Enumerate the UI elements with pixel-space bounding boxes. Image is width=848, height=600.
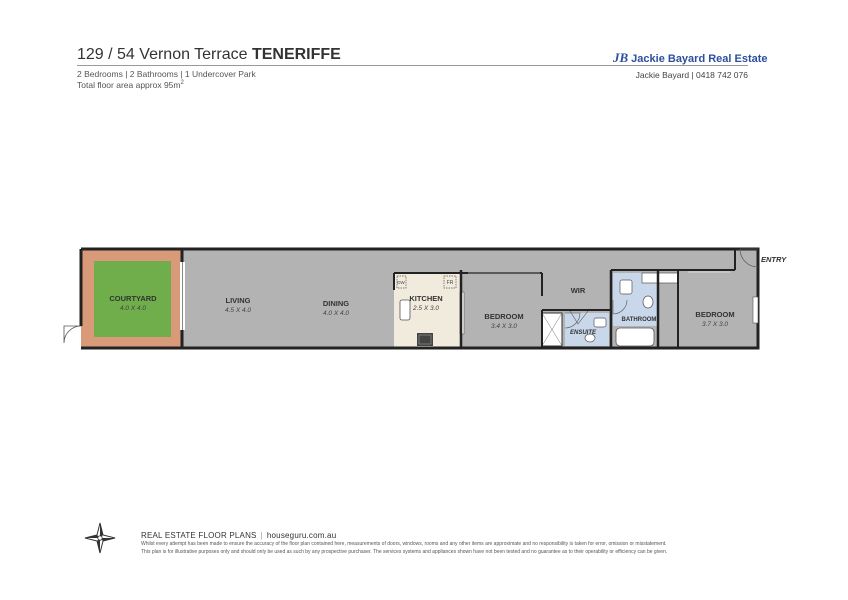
disclaimer-line-1: Whilst every attempt has been made to ensure the accuracy of the floor plan contained here, measurements of doors, windows, rooms and any other items are approximate and no responsibility is taken for error, omission or misstatement.: [141, 541, 667, 547]
bedroom1-dims: 3.4 X 3.0: [490, 323, 518, 330]
ensuite-basin-icon: [594, 318, 606, 327]
property-address: 129 / 54 Vernon Terrace: [77, 46, 248, 63]
living-label: LIVING: [225, 296, 251, 305]
footer-separator: |: [260, 531, 263, 540]
bathroom-basin-icon: [620, 280, 632, 294]
dishwasher-label: DW: [397, 280, 405, 285]
footer-heading: [141, 531, 336, 540]
living-dims: 4.5 X 4.0: [224, 307, 252, 314]
disclaimer-line-2: This plan is for illustrative purposes only and should only be used as such by any prospective purchaser. The services systems and appliances shown have not been tested and no guarantee as to their operability or efficiency can be given.: [141, 549, 668, 555]
bedroom2-label: BEDROOM: [695, 310, 735, 319]
bedroom2-dims: 3.7 X 3.0: [701, 321, 729, 328]
dining-label: DINING: [322, 299, 350, 308]
kitchen-dims: 2.5 X 3.0: [412, 305, 440, 312]
fridge-label: FR: [446, 280, 454, 286]
bedroom1-label: BEDROOM: [484, 312, 524, 321]
courtyard-dims: 4.0 X 4.0: [119, 305, 147, 312]
property-suburb: TENERIFFE: [251, 46, 341, 63]
property-features: 2 Bedrooms | 2 Bathrooms | 1 Undercover Park: [77, 69, 256, 79]
entry-label: ENTRY: [761, 255, 787, 264]
bathroom-toilet-icon: [643, 296, 653, 308]
footer-title: REAL ESTATE FLOOR PLANS: [141, 531, 257, 540]
ensuite-label: ENSUITE: [569, 330, 597, 336]
compass-rose-icon: [84, 522, 116, 554]
courtyard-gate-door: [64, 326, 81, 343]
floor-area-unit-superscript: 2: [180, 80, 184, 87]
wir-label: WIR: [570, 286, 586, 295]
kitchen-label: KITCHEN: [409, 294, 443, 303]
agency-name: Jackie Bayard Real Estate: [631, 53, 768, 65]
linen-cupboard-icon: [642, 273, 678, 283]
floor-area-text: Total floor area approx 95m: [77, 80, 181, 90]
jb-logo-icon: JB: [613, 50, 629, 65]
kitchen-sink-icon: [400, 300, 410, 320]
bedroom2-window-icon: [753, 297, 758, 323]
main-floor: [182, 249, 758, 348]
footer-website-link[interactable]: houseguru.com.au: [266, 531, 337, 540]
dining-dims: 4.0 X 4.0: [322, 310, 350, 317]
bathroom-label: BATHROOM: [621, 317, 657, 323]
agent-contact: Jackie Bayard | 0418 742 076: [635, 70, 748, 80]
courtyard-label: COURTYARD: [109, 294, 157, 303]
bathtub-icon: [616, 328, 654, 346]
